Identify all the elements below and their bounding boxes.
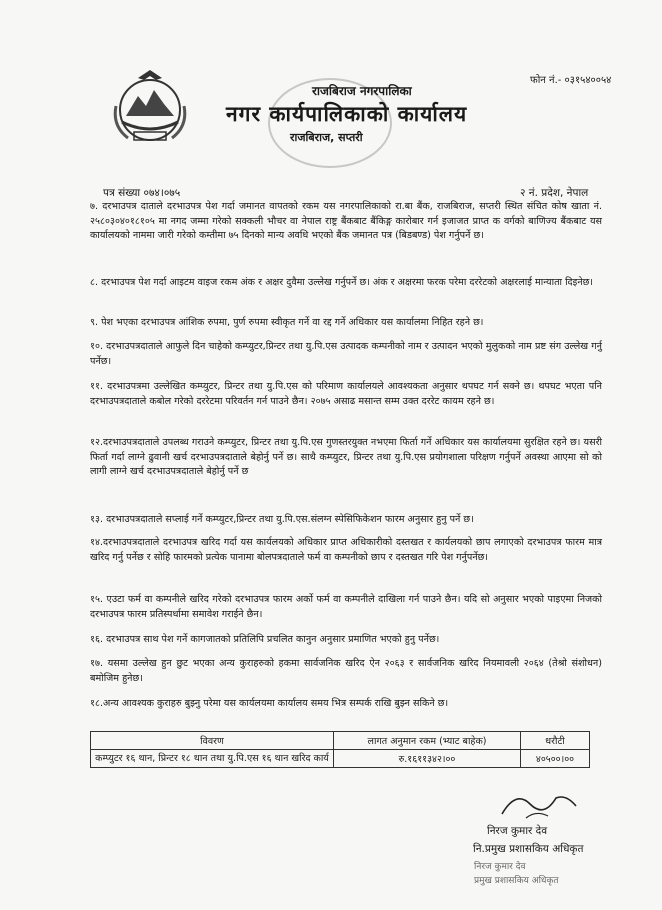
province-address: २ नं. प्रदेश, नेपाल [520, 187, 589, 199]
clause-15: १५. एउटा फर्म वा कम्पनीले खरिद गरेको दरभाउपत्र फारम अर्को फर्म वा कम्पनीले दाखिला गर्न पाउने छैन। यदि सो अनुसार भएको पाइएमा निजको दरभाउपत्र फारम प्रतिस्पर्धामा समावेश गराईने छैन। [90, 594, 602, 620]
phone-number: फोन नं.- ०३१५४००५४ [530, 75, 612, 86]
deposit-amount: ४०५००।०० [521, 750, 590, 768]
signatory-stamp [474, 860, 559, 888]
signatory-name: निरज कुमार देव [487, 825, 548, 837]
reference-number: पत्र संख्या ०७४।०७५ [103, 187, 181, 199]
clause-10: १०. दरभाउपत्रदाताले आफुले दिन चाहेको कम्प्युटर,प्रिन्टर तथा यु.पि.एस उत्पादक कम्पनीको नाम र उत्पादन भएको मुलुकको नाम प्रष्ट संग उल्लेख गर्नु पर्नेछ। [90, 341, 602, 367]
clause-13: १३. दरभाउपत्रदाताले सप्लाई गर्ने कम्प्युटर,प्रिन्टर तथा यु.पि.एस.संलग्न स्पेसिफिकेशन फारम अनुसार हुनु पर्ने छ। [90, 514, 474, 525]
nepal-emblem-icon [108, 66, 192, 150]
signatory-designation: नि.प्रमुख प्रशासकिय अधिकृत [473, 843, 584, 855]
cost-estimate-table [90, 731, 590, 768]
stamp-line-designation: प्रमुख प्रशासकिय अधिकृत [474, 876, 559, 886]
clause-11: ११. दरभाउपत्रमा उल्लेखित कम्प्युटर, प्रिन्टर तथा यु.पि.एस को परिमाण कार्यालयले आवश्यकता अनुसार थपघट गर्न सक्ने छ। थपघट भएता पनि दरभाउपत्रदाताले कबोल गरेको दररेटमा परिवर्तन गर्न पाउने छैन। २०७५ असाढ मसान्त सम्म उक्त दररेट कायम रहने छ। [90, 381, 602, 407]
stamp-line-name: निरज कुमार देव [474, 862, 526, 872]
item-description: कम्प्युटर १६ थान, प्रिन्टर १८ थान तथा यु.पि.एस १६ थान खरिद कार्य [91, 750, 334, 768]
signature-mark-icon [496, 784, 586, 824]
table-header-row [91, 732, 590, 750]
column-header: धरौटी [521, 732, 590, 750]
clause-8: ८. दरभाउपत्र पेश गर्दा आइटम वाइज रकम अंक र अक्षर दुवैमा उल्लेख गर्नुपर्ने छ। अंक र अक्षरमा फरक परेमा दररेटको अक्षरलाई मान्याता दिइनेछ। [90, 277, 594, 288]
clause-14: १४.दरभाउपत्रदाताले दरभाउपत्र खरिद गर्दा यस कार्यलयको अधिकार प्राप्त अधिकारीको दस्तखत र कार्यलयको छाप लगाएको दरभाउपत्र फारम मात्र खरिद गर्नु पर्नेछ र सोहि फारमको प्रत्येक पानामा बोलपत्रदाताले फर्म वा कम्पनीको छाप र दस्तखत गरि पेश गर्नुपर्नेछ। [90, 537, 602, 563]
clause-18: १८.अन्य आवश्यक कुराहरु बुझ्नु परेमा यस कार्यलयमा कार्यालय समय भित्र सम्पर्क राखि बुझ्न सकिने छ। [90, 698, 449, 709]
estimated-cost: रु.१६११३४२।०० [334, 750, 521, 768]
clause-16: १६. दरभाउपत्र साथ पेश गर्ने कागजातको प्रतिलिपि प्रचलित कानुन अनुसार प्रमाणित भएको हुनु पर्नेछ। [90, 634, 440, 645]
clause-17: १७. यसमा उल्लेख हुन छुट भएका अन्य कुराहरुको हकमा सार्वजनिक खरिद ऐन २०६३ र सार्वजनिक खरिद नियमावली २०६४ (तेश्रो संशोधन) बमोजिम हुनेछ। [90, 658, 602, 684]
clause-12: १२.दरभाउपत्रदाताले उपलब्ध गराउने कम्प्युटर, प्रिन्टर तथा यु.पि.एस गुणस्तरयुक्त नभएमा फिर्ता गर्ने अधिकार यस कार्यालयमा सुरक्षित रहने छ। यसरी फिर्ता गर्दा लाग्ने ढुवानी खर्च दरभाउपत्रदाताले बेहोर्नु पर्ने छ। साथै कम्प्युटर, प्रिन्टर तथा यु.पि.एस प्रयोगशाला परिक्षण गर्नुपर्ने अवस्था आएमा सो को लागी लाग्ने खर्च दरभाउपत्रदाताले बेहोर्नु पर्ने छ [90, 437, 602, 478]
column-header: विवरण [91, 732, 334, 750]
office-location: राजबिराज, सप्तरी [290, 131, 363, 144]
column-header: लागत अनुमान रकम (भ्याट बाहेक) [334, 732, 521, 750]
municipality-name: राजबिराज नगरपालिका [312, 84, 412, 98]
table-row [91, 750, 590, 768]
clause-9: ९. पेश भएका दरभाउपत्र आंशिक रुपमा, पुर्ण रुपमा स्वीकृत गर्ने वा रद्द गर्ने अधिकार यस कार्यालमा निहित रहने छ। [90, 317, 484, 328]
clause-7: ७. दरभाउपत्र दाताले दरभाउपत्र पेश गर्दा जमानत वापतको रकम यस नगरपालिकाको रा.बा बैंक, राजबिराज, सप्तरी स्थित संचित कोष खाता नं. २५८०३०४०१८१०५ मा नगद जम्मा गरेको सक्कली भौचर वा नेपाल राष्ट्र बैंकबाट बैंकिङ्ग कारोबार गर्न इजाजत प्राप्त क वर्गको बाणिज्य बैंकबाट यस कार्यालयको नाममा जारी गरेको कम्तीमा ७५ दिनको मान्य अवधि भएको बैंक जमानत पत्र (बिडबण्ड) पेश गर्नुपर्ने छ। [90, 201, 602, 242]
office-title: नगर कार्यपालिकाको कार्यालय [226, 102, 468, 126]
